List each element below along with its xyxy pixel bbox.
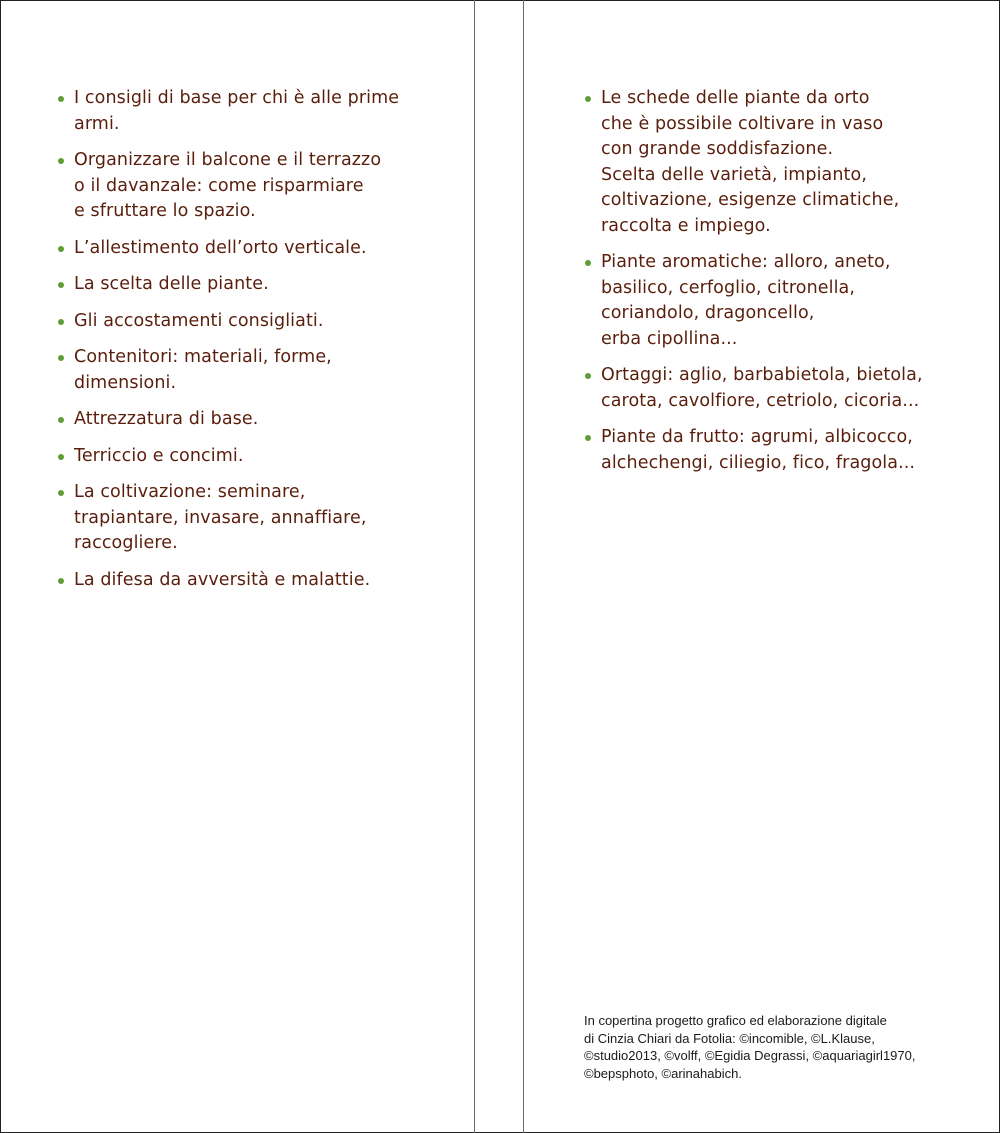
- fold-line-right: [523, 0, 524, 1133]
- bullet-icon: [585, 373, 591, 379]
- list-item-text: La difesa da avversità e malattie.: [74, 569, 371, 590]
- list-item-text: Le schede delle piante da orto che è possibile coltivare in vaso con grande soddisfazione. Scelta delle varietà, impianto, coltivazione, esigenze climatiche, raccolta e impiego.: [601, 88, 900, 236]
- list-item: [585, 86, 985, 239]
- list-item: [58, 86, 458, 137]
- left-bullet-list: [58, 86, 458, 604]
- list-item-text: Contenitori: materiali, forme, dimensioni.: [74, 347, 332, 393]
- list-item-text: La scelta delle piante.: [74, 274, 269, 294]
- bullet-icon: [585, 260, 591, 266]
- bullet-icon: [58, 158, 64, 164]
- list-item: [58, 444, 458, 470]
- list-item: [58, 407, 458, 433]
- bullet-icon: [58, 319, 64, 325]
- list-item: [58, 236, 458, 262]
- list-item-text: Organizzare il balcone e il terrazzo o il davanzale: come risparmiare e sfruttare lo spazio.: [74, 150, 382, 221]
- list-item-text: Terriccio e concimi.: [74, 445, 244, 466]
- list-item: [58, 309, 458, 335]
- list-item: [585, 425, 985, 476]
- right-bullet-list: [585, 86, 985, 487]
- bullet-icon: [58, 282, 64, 288]
- cover-credits: In copertina progetto grafico ed elaborazione digitale di Cinzia Chiari da Fotolia: ©incomible, ©L.Klause, ©studio2013, ©volff, ©Egidia Degrassi, ©aquariagirl1970, ©bepsphoto, ©arinahabich.: [584, 1013, 916, 1081]
- bullet-icon: [58, 578, 64, 584]
- bullet-icon: [58, 454, 64, 460]
- bullet-icon: [58, 246, 64, 252]
- list-item: [58, 480, 458, 557]
- bullet-icon: [58, 490, 64, 496]
- bullet-icon: [58, 417, 64, 423]
- bullet-icon: [585, 96, 591, 102]
- list-item-text: Piante da frutto: agrumi, albicocco, alchechengi, ciliegio, fico, fragola...: [601, 427, 916, 473]
- list-item-text: Gli accostamenti consigliati.: [74, 310, 324, 331]
- list-item-text: Piante aromatiche: alloro, aneto, basilico, cerfoglio, citronella, coriandolo, dragoncello, erba cipollina...: [601, 252, 891, 349]
- list-item-text: I consigli di base per chi è alle prime armi.: [74, 88, 400, 134]
- list-item-text: Attrezzatura di base.: [74, 409, 259, 429]
- list-item: [58, 568, 458, 594]
- bullet-icon: [58, 96, 64, 102]
- list-item: [58, 345, 458, 396]
- list-item-text: La coltivazione: seminare, trapiantare, invasare, annaffiare, raccogliere.: [74, 482, 367, 553]
- fold-line-left: [474, 0, 475, 1133]
- list-item-text: L’allestimento dell’orto verticale.: [74, 237, 367, 258]
- list-item: [585, 363, 985, 414]
- bullet-icon: [585, 435, 591, 441]
- list-item-text: Ortaggi: aglio, barbabietola, bietola, carota, cavolfiore, cetriolo, cicoria...: [601, 365, 923, 411]
- bullet-icon: [58, 355, 64, 361]
- list-item: [585, 250, 985, 352]
- list-item: [58, 148, 458, 225]
- list-item: [58, 272, 458, 298]
